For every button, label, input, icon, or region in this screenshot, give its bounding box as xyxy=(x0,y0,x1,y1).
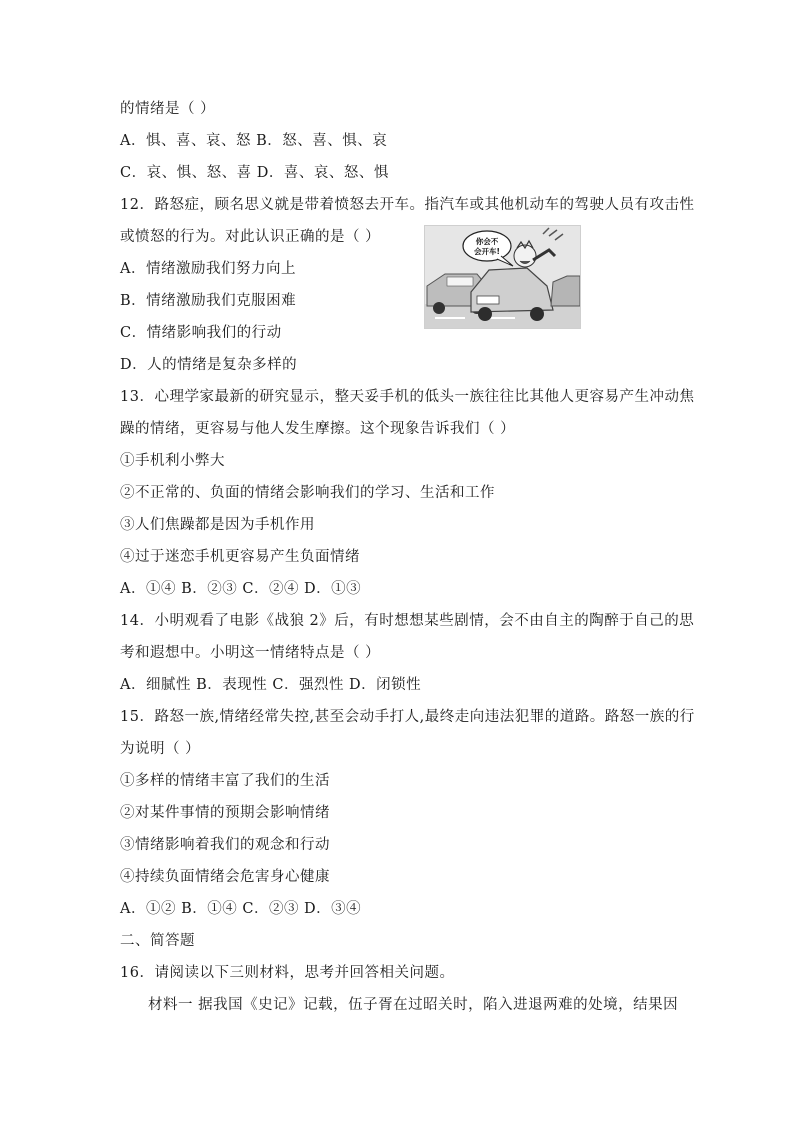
q12-option-a: A．情绪激励我们努力向上 xyxy=(120,261,296,277)
speech-bubble-line1: 你会不 xyxy=(475,237,499,246)
q12-option-b: B．情绪激励我们克服困难 xyxy=(120,293,297,309)
q13-statement-1: ①手机利小弊大 xyxy=(120,453,225,469)
q13-statement-2: ②不正常的、负面的情绪会影响我们的学习、生活和工作 xyxy=(120,485,495,501)
q13-options: A．①④ B．②③ C．②④ D．①③ xyxy=(120,581,362,597)
q14-options: A．细腻性 B．表现性 C．强烈性 D．闭锁性 xyxy=(120,677,422,693)
q15-stem-line1: 15．路怒一族,情绪经常失控,甚至会动手打人,最终走向违法犯罪的道路。路怒一族的行 xyxy=(120,709,695,725)
speech-bubble-line2: 会开车! xyxy=(474,247,500,256)
q12-option-c: C．情绪影响我们的行动 xyxy=(120,325,282,341)
q13-statement-3: ③人们焦躁都是因为手机作用 xyxy=(120,517,315,533)
q13-stem-line2: 躁的情绪，更容易与他人发生摩擦。这个现象告诉我们（ ） xyxy=(120,421,516,437)
q13-stem-line1: 13．心理学家最新的研究显示，整天妥手机的低头一族往往比其他人更容易产生冲动焦 xyxy=(120,389,695,405)
q12-stem-line1: 12．路怒症，顾名思义就是带着愤怒去开车。指汽车或其他机动车的驾驶人员有攻击性 xyxy=(120,197,695,213)
q14-stem-line2: 考和遐想中。小明这一情绪特点是（ ） xyxy=(120,645,381,661)
q12-option-d: D．人的情绪是复杂多样的 xyxy=(120,357,298,373)
q15-statement-4: ④持续负面情绪会危害身心健康 xyxy=(120,869,330,885)
q13-statement-4: ④过于迷恋手机更容易产生负面情绪 xyxy=(120,549,360,565)
q15-options: A．①② B．①④ C．②③ D．③④ xyxy=(120,901,362,917)
q14-stem-line1: 14．小明观看了电影《战狼 2》后，有时想想某些剧情，会不由自主的陶醉于自己的思 xyxy=(120,613,695,629)
q11-stem-end: 的情绪是（ ） xyxy=(120,101,216,117)
q16-material-1: 材料一 据我国《史记》记载，伍子胥在过昭关时，陷入进退两难的处境，结果因 xyxy=(148,997,679,1013)
road-rage-cartoon xyxy=(424,225,581,329)
q12-stem-line2: 或愤怒的行为。对此认识正确的是（ ） xyxy=(120,229,381,245)
q11-options-ab: A．惧、喜、哀、怒 B．怒、喜、惧、哀 xyxy=(120,133,388,149)
road-rage-cartoon-drawing xyxy=(425,226,580,328)
section-heading-short-answer: 二、简答题 xyxy=(120,933,195,949)
q11-options-cd: C．哀、惧、怒、喜 D．喜、哀、怒、惧 xyxy=(120,165,389,181)
q15-statement-1: ①多样的情绪丰富了我们的生活 xyxy=(120,773,330,789)
q15-stem-line2: 为说明（ ） xyxy=(120,741,201,757)
q16-stem: 16．请阅读以下三则材料，思考并回答相关问题。 xyxy=(120,965,455,981)
q15-statement-2: ②对某件事情的预期会影响情绪 xyxy=(120,805,330,821)
q15-statement-3: ③情绪影响着我们的观念和行动 xyxy=(120,837,330,853)
